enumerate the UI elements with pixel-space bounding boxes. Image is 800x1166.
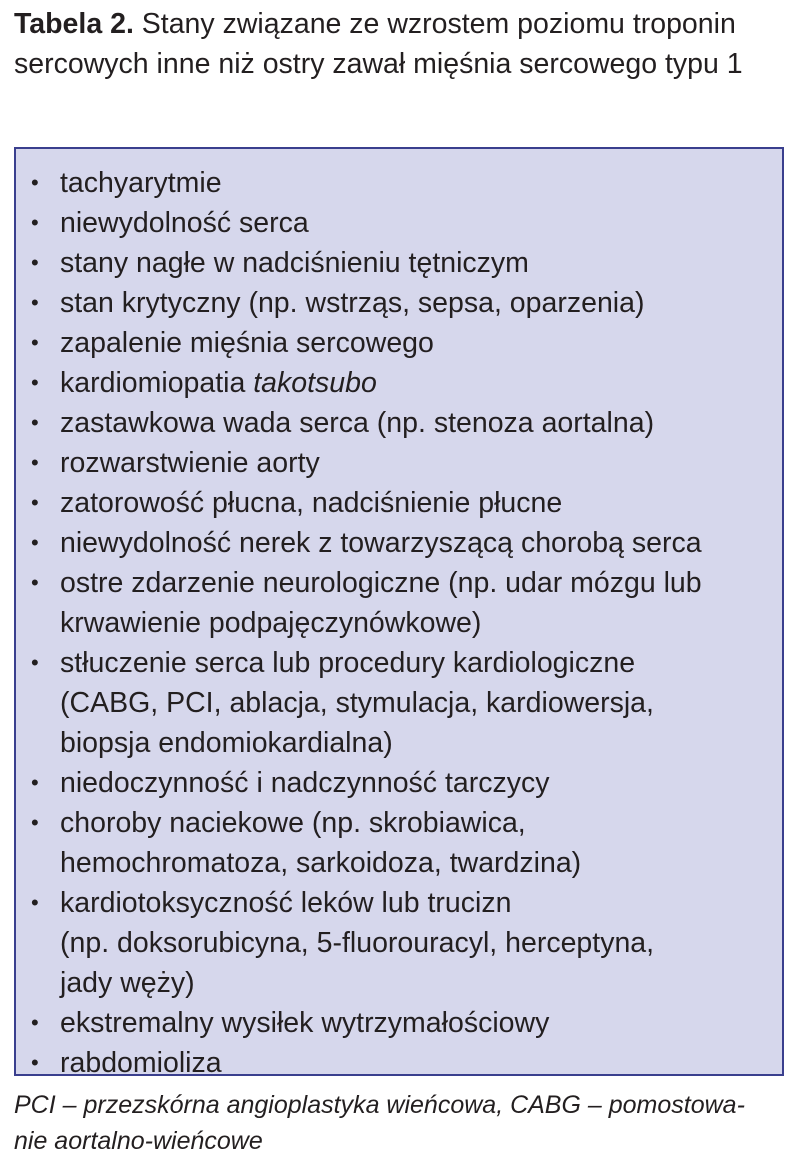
list-item-text: stłuczenie serca lub procedury kardiologiczne (CABG, PCI, ablacja, stymulacja, kardiowersja, biopsja endomiokardialna) (60, 647, 654, 759)
list-item (16, 323, 782, 363)
list-item (16, 523, 782, 563)
bullet-icon: • (31, 490, 39, 515)
list-item-text: niedoczynność i nadczynność tarczycy (60, 767, 550, 799)
list-item (16, 1003, 782, 1043)
list-item-text: kardiotoksyczność leków lub trucizn (np. doksorubicyna, 5-fluorouracyl, herceptyna, jady węży) (60, 887, 655, 999)
list-item-text: choroby naciekowe (np. skrobiawica, hemochromatoza, sarkoidoza, twardzina) (60, 807, 582, 879)
bullet-icon: • (31, 370, 39, 395)
bullet-icon: • (31, 170, 39, 195)
list-item-text: kardiomiopatia (60, 367, 254, 399)
list-item-text: zatorowość płucna, nadciśnienie płucne (60, 487, 563, 519)
bullet-icon: • (31, 250, 39, 275)
bullet-icon: • (31, 410, 39, 435)
list-item (16, 763, 782, 803)
list-item-text: niewydolność nerek z towarzyszącą chorobą serca (60, 527, 702, 559)
footnote: PCI – przezskórna angioplastyka wieńcowa, CABG – pomostowa- nie aortalno-wieńcowe (14, 1091, 745, 1155)
list-item-text: tachyarytmie (60, 167, 222, 199)
list-item-text: ekstremalny wysiłek wytrzymałościowy (60, 1007, 550, 1039)
table-label: Tabela 2. (14, 8, 134, 40)
list-item (16, 483, 782, 523)
bullet-icon: • (31, 810, 39, 835)
bullet-icon: • (31, 570, 39, 595)
list-item (16, 643, 782, 763)
list-item-text: ostre zdarzenie neurologiczne (np. udar mózgu lub krwawienie podpajęczynówkowe) (60, 567, 702, 639)
list-item (16, 443, 782, 483)
list-item (16, 1043, 782, 1083)
list-item-text: stan krytyczny (np. wstrząs, sepsa, oparzenia) (60, 287, 645, 319)
list-item (16, 563, 782, 643)
bullet-icon: • (31, 330, 39, 355)
bullet-icon: • (31, 1010, 39, 1035)
table-caption (14, 4, 784, 84)
list-item (16, 203, 782, 243)
list-item-text: rozwarstwienie aorty (60, 447, 320, 479)
conditions-box (14, 147, 784, 1079)
bullet-icon: • (31, 1050, 39, 1075)
bullet-icon: • (31, 290, 39, 315)
conditions-list (16, 149, 782, 1083)
bullet-icon: • (31, 890, 39, 915)
bullet-icon: • (31, 770, 39, 795)
list-item (16, 283, 782, 323)
list-item (16, 243, 782, 283)
list-item-text: stany nagłe w nadciśnieniu tętniczym (60, 247, 529, 279)
table-title: Stany związane ze wzrostem poziomu troponin sercowych inne niż ostry zawał mięśnia sercowego typu 1 (14, 8, 743, 80)
list-item-text: rabdomioliza (60, 1047, 222, 1079)
list-item (16, 163, 782, 203)
list-item-text: zapalenie mięśnia sercowego (60, 327, 434, 359)
bullet-icon: • (31, 450, 39, 475)
bullet-icon: • (31, 530, 39, 555)
list-item-italic-text: takotsubo (253, 367, 377, 399)
list-item (16, 803, 782, 883)
bullet-icon: • (31, 650, 39, 675)
list-item-text: niewydolność serca (60, 207, 309, 239)
list-item (16, 363, 782, 403)
list-item-text: zastawkowa wada serca (np. stenoza aortalna) (60, 407, 655, 439)
list-item (16, 883, 782, 1003)
bullet-icon: • (31, 210, 39, 235)
list-item (16, 403, 782, 443)
